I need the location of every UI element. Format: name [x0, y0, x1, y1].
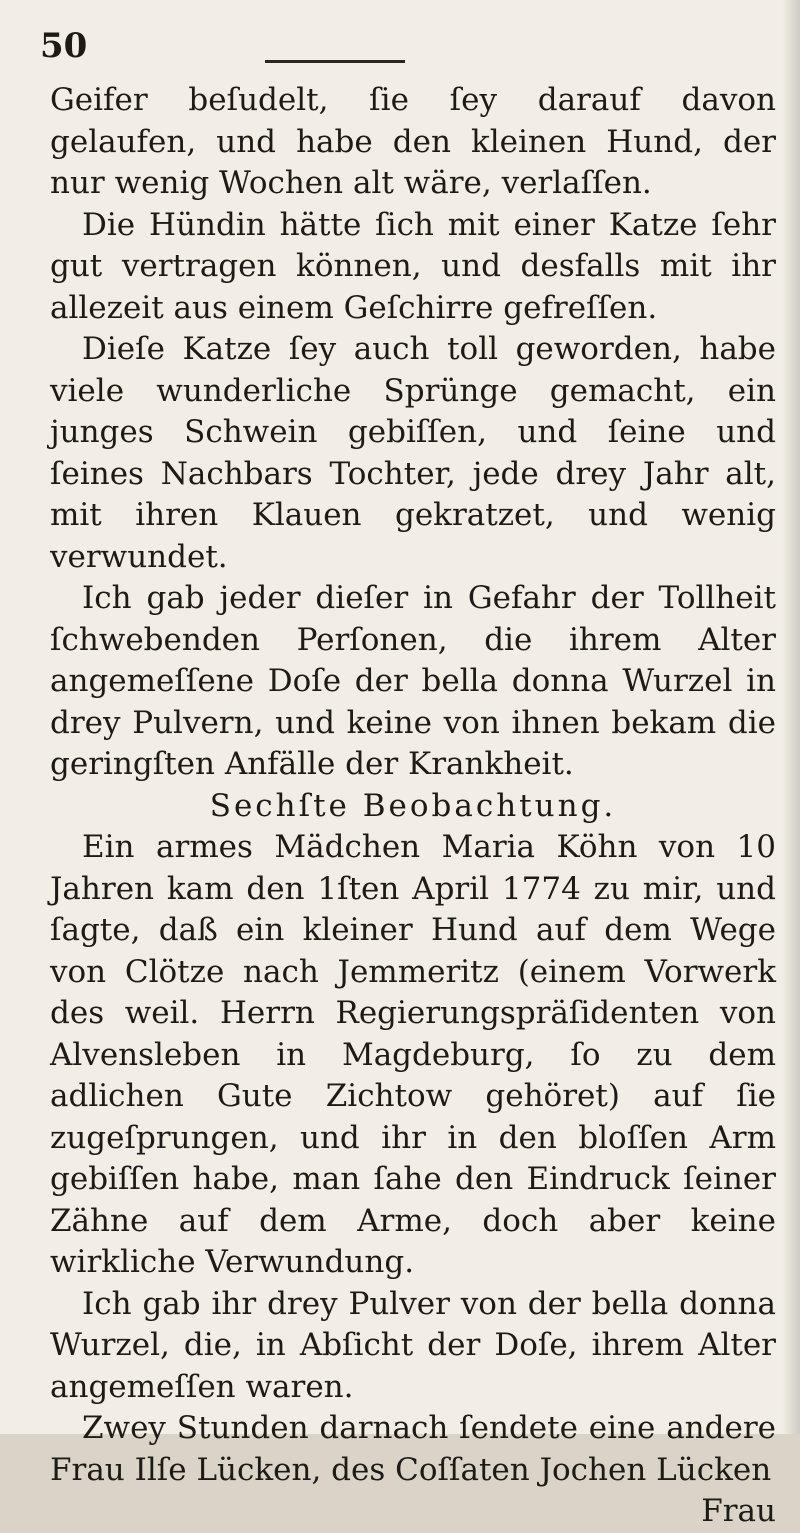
section-heading: Sechſte Beobachtung.	[209, 787, 617, 824]
paragraph: Ein armes Mädchen Maria Köhn von 10 Jahren kam den 1ſten April 1774 zu mir, und ſagte, daß ein kleiner Hund auf dem Wege von Clötze nach Jemmeritz (einem Vorwerk des weil. Herrn Regierungspräſidenten von Alvensleben in Magdeburg, ſo zu dem adlichen Gute Zichtow gehöret) auf ſie zugeſprungen, und ihr in den bloſſen Arm gebiſſen habe, man ſahe den Eindruck ſeiner Zähne auf dem Arme, doch aber keine wirkliche Verwundung.	[50, 829, 776, 1280]
paragraph: Geifer beſudelt, ſie ſey darauf davon gelaufen, und habe den kleinen Hund, der nur wenig Wochen alt wäre, verlaſſen.	[50, 82, 776, 201]
body-text	[50, 80, 776, 1533]
paragraph: Ich gab jeder dieſer in Gefahr der Tollheit ſchwebenden Perſonen, die ihrem Alter angemeſſene Doſe der bella donna Wurzel in drey Pulvern, und keine von ihnen bekam die geringſten Anfälle der Krankheit.	[50, 580, 776, 782]
header-rule	[265, 60, 405, 63]
paragraph: Die Hündin hätte ſich mit einer Katze ſehr gut vertragen können, und desfalls mit ihr allezeit aus einem Geſchirre gefreſſen.	[50, 206, 776, 326]
page-edge-shadow	[782, 0, 800, 1434]
catchword: Frau	[701, 1493, 776, 1529]
page-number: 50	[40, 26, 88, 66]
paragraph: Zwey Stunden darnach ſendete eine andere Frau Ilſe Lücken, des Coſſaten Jochen Lücken	[50, 1410, 776, 1488]
paragraph: Dieſe Katze ſey auch toll geworden, habe viele wunderliche Sprünge gemacht, ein junges Schwein gebiſſen, und ſeine und ſeines Nachbars Tochter, jede drey Jahr alt, mit ihren Klauen gekratzet, und wenig verwundet.	[50, 331, 776, 575]
paragraph: Ich gab ihr drey Pulver von der bella donna Wurzel, die, in Abſicht der Doſe, ihrem Alter angemeſſen waren.	[50, 1285, 776, 1405]
